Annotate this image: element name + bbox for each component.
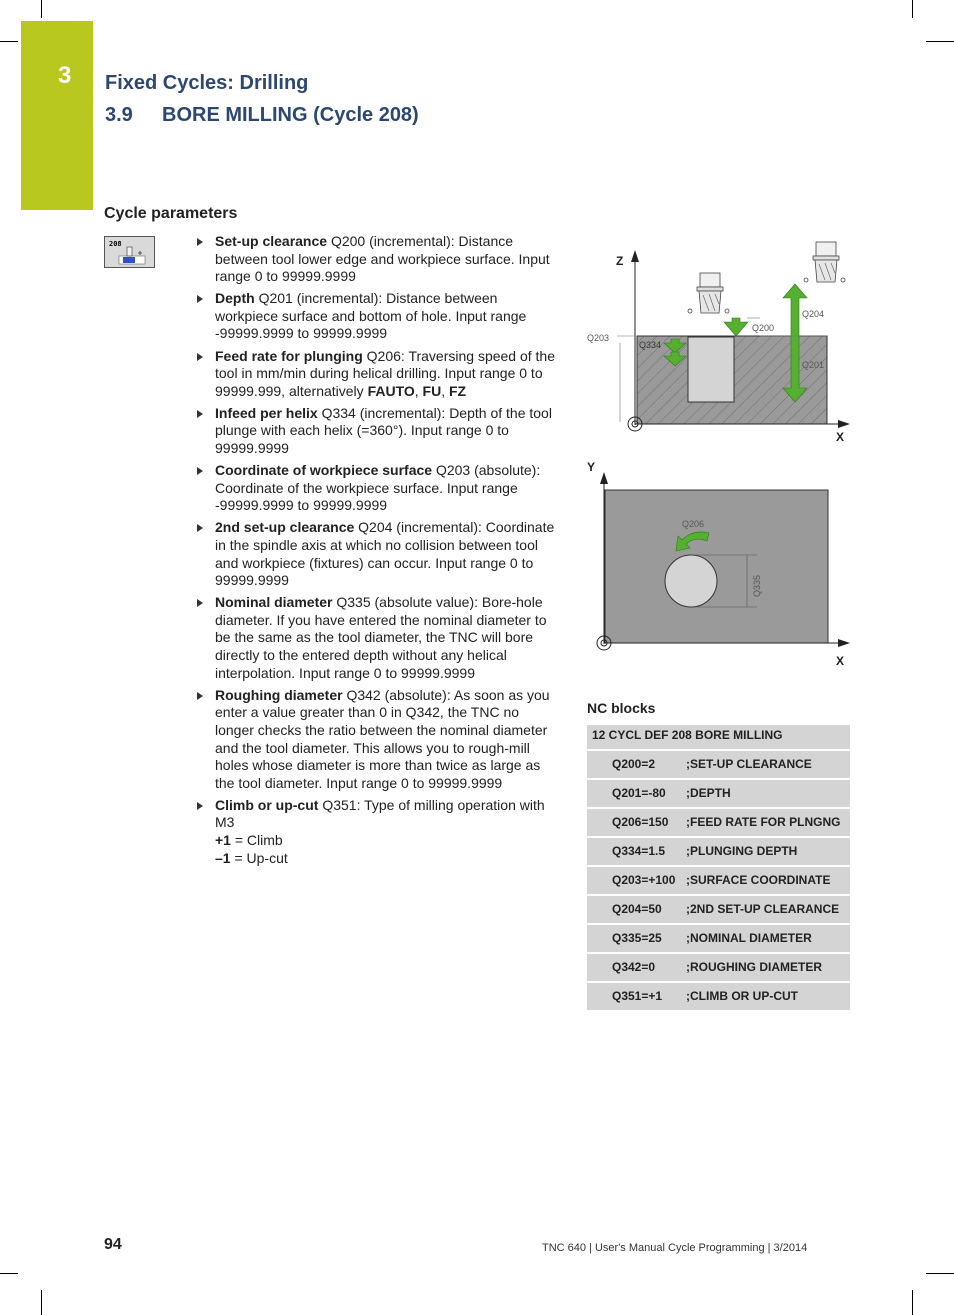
nc-comment: ;NOMINAL DIAMETER [686, 924, 850, 953]
axis-label-x: X [836, 430, 845, 444]
param-desc: Q201 (incremental): Distance between workpiece surface and bottom of hole. Input range -99999.9999 to 99999.9999 [215, 290, 527, 342]
table-header-row [587, 725, 850, 750]
bullet-triangle-icon [197, 692, 203, 700]
param-desc: Q200 (incremental): Distance between tool lower edge and workpiece surface. Input range 0 to 99999.9999 [215, 233, 550, 285]
nc-code: Q351=+1 [587, 982, 686, 1011]
param-item: Feed rate for plunging Q206: Traversing speed of the tool in mm/min during helical drilling. Input range 0 to 99999.999, alternatively FAUTO, FU, FZ [197, 348, 557, 401]
nc-code: Q203=+100 [587, 866, 686, 895]
param-item [197, 233, 557, 286]
section-title: BORE MILLING (Cycle 208) [162, 104, 419, 126]
param-item [197, 405, 557, 458]
param-desc: Q204 (incremental): Coordinate in the spindle axis at which no collision between tool and workpiece (fixtures) can occur. Input range 0 to 99999.9999 [215, 519, 555, 589]
nc-blocks-table [587, 725, 850, 1012]
param-desc: Q203 (absolute): Coordinate of the workpiece surface. Input range -99999.9999 to 99999.9999 [215, 462, 541, 514]
bullet-triangle-icon [197, 524, 203, 532]
nc-comment: ;CLIMB OR UP-CUT [686, 982, 850, 1011]
bullet-triangle-icon [197, 410, 203, 418]
table-row [587, 982, 850, 1011]
param-item [197, 519, 557, 589]
feed-option: FAUTO [367, 382, 415, 399]
crop-mark [0, 1273, 18, 1274]
nc-code: Q204=50 [587, 895, 686, 924]
q200-arrow-icon [724, 318, 748, 336]
param-name: Depth [215, 290, 255, 307]
table-row [587, 895, 850, 924]
nc-comment: ;ROUGHING DIAMETER [686, 953, 850, 982]
cycle-208-softkey-icon [104, 236, 155, 268]
crop-mark [926, 1273, 954, 1274]
param-item [197, 462, 557, 515]
section-heading [105, 104, 419, 127]
page-heading: Cycle parameters [104, 205, 238, 222]
param-item [197, 290, 557, 343]
bullet-triangle-icon [197, 467, 203, 475]
chapter-title: Fixed Cycles: Drilling [105, 72, 309, 94]
label-q335: Q335 [752, 574, 762, 597]
param-desc: Q351: Type of milling operation with M3 [215, 796, 545, 831]
param-desc: Q342 (absolute): As soon as you enter a value greater than 0 in Q342, the TNC no longer checks the ratio between the nominal diameter and the tool diameter. This allows you to rough-mill holes whose diameter is more than twice as large as the tool diameter. Input range 0 to 99999.9999 [215, 686, 550, 791]
feed-option: FZ [449, 382, 467, 399]
param-name: Set-up clearance [215, 233, 328, 249]
nc-code: Q335=25 [587, 924, 686, 953]
bullet-triangle-icon [197, 238, 203, 246]
table-row [587, 808, 850, 837]
nc-comment: ;2ND SET-UP CLEARANCE [686, 895, 850, 924]
param-name: 2nd set-up clearance [215, 519, 355, 536]
table-row [587, 779, 850, 808]
tool-icon [804, 242, 845, 282]
nc-code: Q342=0 [587, 953, 686, 982]
chapter-number: 3 [58, 62, 72, 89]
crop-mark [41, 0, 42, 18]
crop-mark [912, 1290, 913, 1315]
crop-mark [926, 41, 954, 42]
crop-mark [0, 41, 18, 42]
nc-header: 12 CYCL DEF 208 BORE MILLING [587, 725, 850, 750]
param-item [197, 797, 557, 867]
nc-code: Q201=-80 [587, 779, 686, 808]
feed-option: FU [422, 382, 442, 399]
tool-icon [688, 273, 729, 313]
table-row [587, 750, 850, 779]
chapter-tab [21, 21, 93, 210]
bullet-triangle-icon [197, 353, 203, 361]
section-number: 3.9 [105, 104, 133, 126]
nc-comment: ;DEPTH [686, 779, 850, 808]
param-desc: Q206: Traversing speed of the tool in mm/min during helical drilling. Input range 0 to 99999.999, alternatively [215, 347, 556, 399]
nc-blocks-title: NC blocks [587, 700, 656, 716]
param-item [197, 594, 557, 682]
param-name: Feed rate for plunging [215, 347, 363, 364]
crop-mark [912, 0, 913, 18]
workpiece-top [605, 490, 828, 643]
param-item [197, 687, 557, 793]
option-key: +1 [215, 832, 231, 848]
param-name: Roughing diameter [215, 686, 343, 703]
bullet-triangle-icon [197, 599, 203, 607]
label-q204: Q204 [802, 309, 825, 319]
page-number: 94 [104, 1236, 122, 1253]
param-name: Infeed per helix [215, 404, 318, 421]
nc-code: Q334=1.5 [587, 837, 686, 866]
table-row [587, 953, 850, 982]
parameter-list [197, 233, 557, 872]
param-name: Nominal diameter [215, 594, 333, 611]
softkey-label: 208 [109, 240, 122, 248]
nc-comment: ;SURFACE COORDINATE [686, 866, 850, 895]
x-axis-top-arrow-icon [838, 639, 850, 647]
nc-comment: ;FEED RATE FOR PLNGNG [686, 808, 850, 837]
bullet-triangle-icon [197, 802, 203, 810]
option-key: –1 [215, 849, 231, 866]
table-row [587, 866, 850, 895]
bore-milling-icon [105, 237, 154, 267]
table-row [587, 924, 850, 953]
param-name: Climb or up-cut [215, 796, 319, 813]
axis-label-y: Y [587, 460, 596, 474]
axis-label-x-top: X [836, 654, 845, 668]
nc-code: Q206=150 [587, 808, 686, 837]
label-q201: Q201 [802, 360, 825, 370]
nc-comment: ;PLUNGING DEPTH [686, 837, 850, 866]
label-q203: Q203 [587, 333, 610, 343]
y-axis-arrow-icon [600, 472, 608, 484]
param-desc: Q334 (incremental): Depth of the tool plunge with each helix (=360°). Input range 0 to 99999.9999 [215, 404, 552, 457]
option-label: = Up-cut [234, 849, 288, 866]
nc-code: Q200=2 [587, 750, 686, 779]
label-q200: Q200 [752, 323, 775, 333]
bore-hole-side [688, 337, 734, 402]
nc-comment: ;SET-UP CLEARANCE [686, 750, 850, 779]
bore-milling-diagram [580, 232, 860, 672]
footer-text: TNC 640 | User's Manual Cycle Programming | 3/2014 [542, 1242, 808, 1254]
option-label: = Climb [234, 832, 283, 848]
z-axis-arrow-icon [631, 250, 639, 262]
label-q334: Q334 [639, 340, 662, 350]
bullet-triangle-icon [197, 295, 203, 303]
param-desc: Q335 (absolute value): Bore-hole diameter. If you have entered the nominal diameter to be the same as the tool diameter, the TNC will bore directly to the entered depth without any helical interpolation. Input range 0 to 99999.9999 [215, 594, 547, 681]
bore-hole-top [665, 555, 717, 607]
param-name: Coordinate of workpiece surface [215, 462, 433, 479]
label-q206: Q206 [682, 519, 705, 529]
crop-mark [41, 1290, 42, 1315]
x-axis-arrow-icon [838, 420, 850, 428]
axis-label-z: Z [616, 254, 624, 268]
table-row [587, 837, 850, 866]
